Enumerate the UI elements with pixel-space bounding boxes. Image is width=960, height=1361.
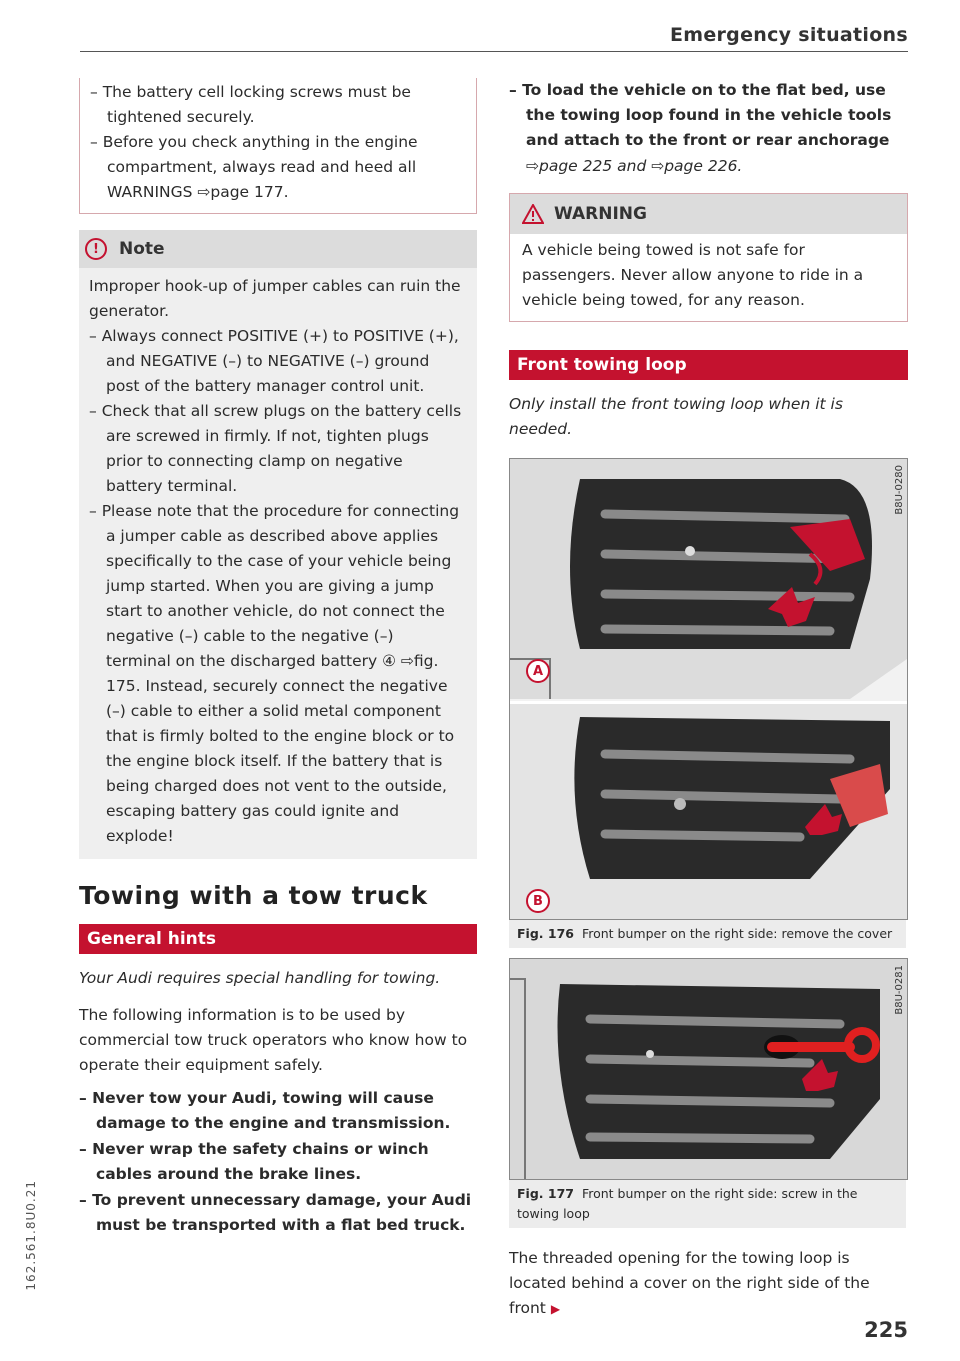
page-number: 225 xyxy=(864,1318,908,1342)
note-header xyxy=(79,230,477,268)
warning-body: A vehicle being towed is not safe for passengers. Never allow anyone to ride in a vehicle being towed, for any reason. xyxy=(522,241,864,309)
section-title: Towing with a tow truck xyxy=(79,881,428,910)
figure-177 xyxy=(509,958,908,1180)
figure-176-caption xyxy=(509,920,906,948)
load-instruction xyxy=(509,78,908,153)
note-item: – Check that all screw plugs on the battery cells are screwed in firmly. If not, tighten plugs prior to connecting clamp on negative battery terminal. xyxy=(89,399,463,499)
note-body xyxy=(79,268,477,859)
warning-box xyxy=(509,193,908,322)
header-title: Emergency situations xyxy=(669,24,908,46)
figure-176 xyxy=(509,458,908,920)
warning-triangle-icon xyxy=(522,204,544,224)
right-column xyxy=(509,78,908,1322)
note-box xyxy=(79,230,477,859)
note-item: – Always connect POSITIVE (+) to POSITIVE (+), and NEGATIVE (–) to NEGATIVE (–) ground post of the battery manager control unit. xyxy=(89,324,463,399)
label-a: A xyxy=(526,659,550,683)
warning-header xyxy=(510,194,907,234)
label-b: B xyxy=(526,889,550,913)
towing-rules xyxy=(79,1086,477,1238)
note-item: – Please note that the procedure for connecting a jumper cable as described above applies specifically to the case of your vehicle being jump started. When you are giving a jump start to another vehicle, do not connect the negative (–) cable to the negative (–) terminal on the discharged battery ④ ⇨fig. 175. Instead, securely connect the negative (–) cable to either a solid metal component that is firmly bolted to the engine block or to the engine block itself. If the battery that is being charged does not vent to the outside, escaping battery gas could ignite and explode! xyxy=(89,499,463,849)
warning-title: WARNING xyxy=(554,204,647,224)
paragraph: The following information is to be used by commercial tow truck operators who know how to operate their equipment safely. xyxy=(79,1006,468,1074)
continue-arrow-icon: ▶ xyxy=(550,1302,561,1316)
document-code: 162.561.8U0.21 xyxy=(24,1180,38,1291)
rule-item: – Never tow your Audi, towing will cause damage to the engine and transmission. xyxy=(79,1086,477,1136)
paragraph-text: The threaded opening for the towing loop is located behind a cover on the right side of the front xyxy=(509,1249,870,1317)
intro-text: Only install the front towing loop when it is needed. xyxy=(509,395,843,438)
header-rule xyxy=(80,51,908,52)
towing-loop-illustration xyxy=(510,959,907,1179)
bumper-illustration xyxy=(510,459,907,919)
battery-box xyxy=(79,78,477,214)
page-references: ⇨page 225 and ⇨page 226. xyxy=(526,157,743,175)
exclamation-icon: ! xyxy=(85,238,107,260)
paragraph xyxy=(509,1246,908,1322)
subsection-heading: General hints xyxy=(79,924,477,954)
rule-item: – Never wrap the safety chains or winch cables around the brake lines. xyxy=(79,1137,477,1187)
box-item: – Before you check anything in the engine compartment, always read and heed all WARNINGS ⇨page 177. xyxy=(90,130,458,205)
figure-code: B8U-0281 xyxy=(894,965,905,1015)
caption-text: Front bumper on the right side: screw in the towing loop xyxy=(517,1186,858,1221)
note-title: Note xyxy=(119,239,165,259)
figure-code: B8U-0280 xyxy=(894,465,905,515)
instruction-item: – To load the vehicle on to the flat bed, use the towing loop found in the vehicle tools and attach to the front or rear anchorage xyxy=(509,78,908,153)
intro-text: Your Audi requires special handling for towing. xyxy=(79,969,441,987)
box-item: – The battery cell locking screws must be tightened securely. xyxy=(90,80,458,130)
caption-number: Fig. 177 xyxy=(517,1186,574,1201)
caption-text: Front bumper on the right side: remove the cover xyxy=(581,926,893,941)
left-column xyxy=(79,78,477,1239)
note-intro: Improper hook-up of jumper cables can ruin the generator. xyxy=(89,277,461,320)
caption-number: Fig. 176 xyxy=(517,926,574,941)
subsection-heading: Front towing loop xyxy=(509,350,908,380)
rule-item: – To prevent unnecessary damage, your Audi must be transported with a flat bed truck. xyxy=(79,1188,477,1238)
figure-177-caption xyxy=(509,1180,906,1228)
